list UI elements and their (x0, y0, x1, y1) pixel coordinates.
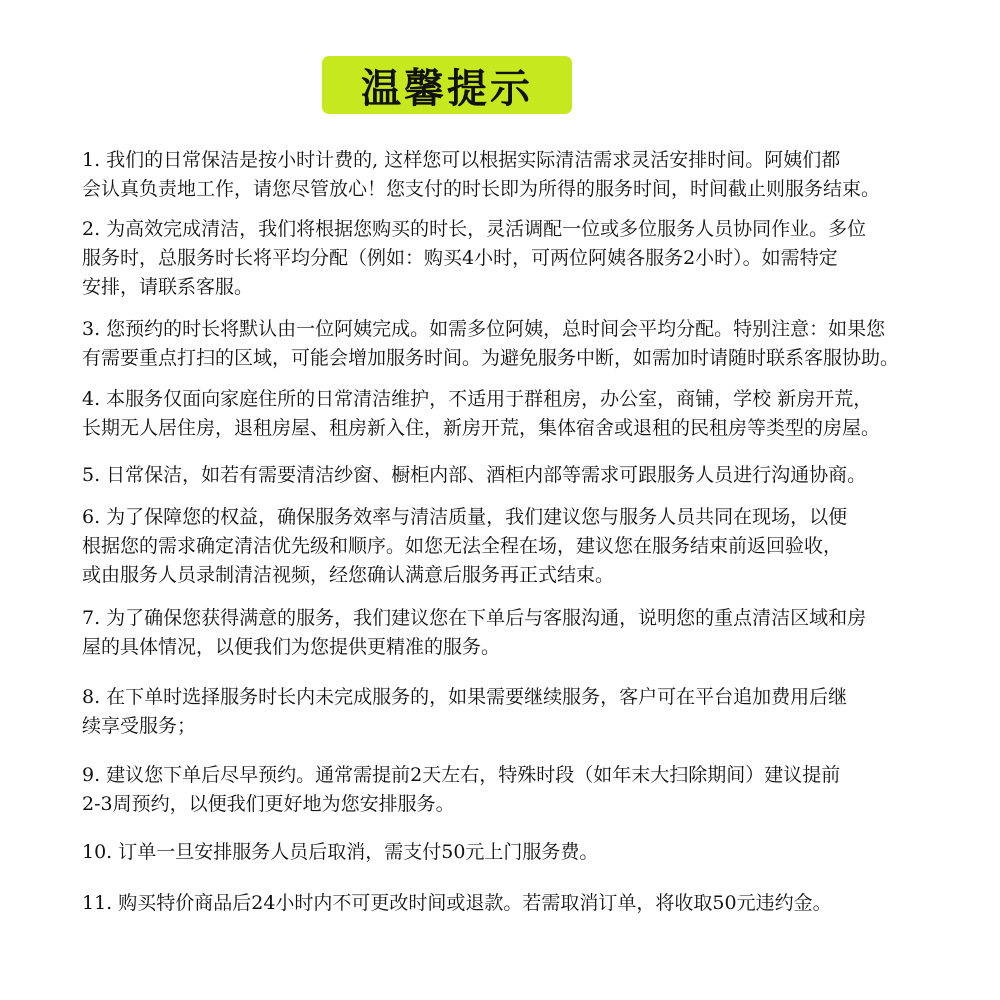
notice-item-6 (82, 503, 970, 590)
notice-line: 续享受服务； (82, 715, 197, 737)
notice-line: 会认真负责地工作，请您尽管放心！您支付的时长即为所得的服务时间，时间截止则服务结束。 (82, 178, 881, 200)
notice-line: 10. 订单一旦安排服务人员后取消，需支付50元上门服务费。 (82, 841, 599, 863)
notice-line: 屋的具体情况，以便我们为您提供更精准的服务。 (82, 636, 501, 658)
notice-line: 9. 建议您下单后尽早预约。通常需提前2天左右，特殊时段（如年末大扫除期间）建议提前 (82, 764, 841, 786)
notice-list (82, 146, 970, 918)
notice-item-11 (82, 889, 970, 918)
notice-line: 3. 您预约的时长将默认由一位阿姨完成。如需多位阿姨，总时间会平均分配。特别注意：如果您 (82, 318, 886, 340)
notice-item-10 (82, 838, 970, 867)
notice-line: 6. 为了保障您的权益，确保服务效率与清洁质量，我们建议您与服务人员共同在现场，以便 (82, 506, 848, 528)
page-title: 温馨提示 (322, 56, 572, 114)
notice-line: 2-3周预约，以便我们更好地为您安排服务。 (82, 793, 455, 815)
notice-line: 根据您的需求确定清洁优先级和顺序。如您无法全程在场，建议您在服务结束前返回验收， (82, 535, 843, 557)
notice-line: 服务时，总服务时长将平均分配（例如：购买4小时，可两位阿姨各服务2小时）。如需特定 (82, 247, 838, 269)
notice-line: 8. 在下单时选择服务时长内未完成服务的，如果需要继续服务，客户可在平台追加费用后继 (82, 686, 848, 708)
notice-item-3 (82, 315, 970, 373)
notice-item-4 (82, 385, 970, 443)
notice-line: 安排，请联系客服。 (82, 276, 254, 298)
notice-item-7 (82, 604, 970, 662)
notice-line: 4. 本服务仅面向家庭住所的日常清洁维护，不适用于群租房，办公室，商铺，学校 新房开荒， (82, 388, 873, 410)
notice-item-5 (82, 461, 970, 490)
notice-item-1 (82, 146, 970, 204)
notice-line: 1. 我们的日常保洁是按小时计费的, 这样您可以根据实际清洁需求灵活安排时间。阿姨们都 (82, 149, 841, 171)
notice-line: 11. 购买特价商品后24小时内不可更改时间或退款。若需取消订单，将收取50元违约金。 (82, 892, 832, 914)
notice-line: 长期无人居住房，退租房屋、租房新入住，新房开荒，集体宿舍或退租的民租房等类型的房屋。 (82, 417, 881, 439)
notice-line: 7. 为了确保您获得满意的服务，我们建议您在下单后与客服沟通，说明您的重点清洁区域和房 (82, 607, 867, 629)
notice-line: 2. 为高效完成清洁，我们将根据您购买的时长，灵活调配一位或多位服务人员协同作业。多位 (82, 218, 867, 240)
notice-item-8 (82, 683, 970, 741)
notice-line: 5. 日常保洁，如若有需要清洁纱窗、橱柜内部、酒柜内部等需求可跟服务人员进行沟通协商。 (82, 464, 867, 486)
notice-item-9 (82, 761, 970, 819)
notice-line: 有需要重点打扫的区域，可能会增加服务时间。为避免服务中断，如需加时请随时联系客服协助。 (82, 347, 900, 369)
notice-line: 或由服务人员录制清洁视频，经您确认满意后服务再正式结束。 (82, 564, 615, 586)
notice-item-2 (82, 215, 970, 302)
